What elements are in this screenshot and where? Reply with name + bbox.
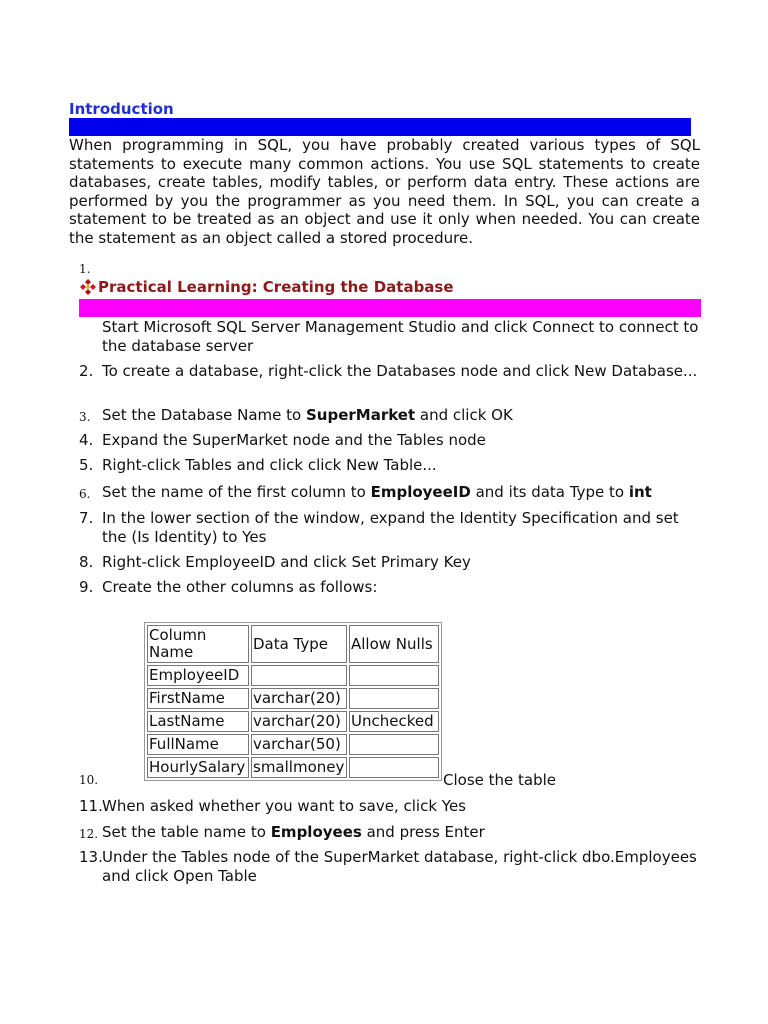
table-cell: varchar(50) [251, 734, 347, 755]
table-cell: varchar(20) [251, 711, 347, 732]
step-number: 3. [79, 410, 91, 424]
table-cell: FirstName [147, 688, 249, 709]
step-number: 8. [79, 553, 94, 571]
table-row [147, 665, 439, 686]
intro-heading: Introduction [69, 100, 174, 118]
step-text: Set the table name to Employees and press Enter [102, 823, 485, 841]
table-name: Employees [270, 823, 362, 841]
step-10-text: Close the table [443, 771, 557, 789]
step-number: 13. [79, 848, 103, 866]
columns-table [144, 622, 442, 781]
step-text: Set the Database Name to SuperMarket and click OK [102, 406, 513, 424]
step-text: To create a database, right-click the Databases node and click New Database... [102, 362, 698, 380]
table-cell [349, 665, 439, 686]
table-cell: HourlySalary [147, 757, 249, 778]
table-header-cell: Column Name [147, 625, 249, 663]
table-cell: varchar(20) [251, 688, 347, 709]
table-cell [349, 757, 439, 778]
column-name: EmployeeID [370, 483, 471, 501]
step-number: 11. [79, 797, 103, 815]
step-number: 5. [79, 456, 94, 474]
table-cell: LastName [147, 711, 249, 732]
step-number: 6. [79, 487, 91, 501]
step-number-1: 1. [79, 262, 91, 276]
step-number: 2. [79, 362, 94, 380]
step-number: 9. [79, 578, 94, 596]
practical-learning-heading [79, 278, 454, 296]
step-text: Create the other columns as follows: [102, 578, 378, 596]
step-text: Under the Tables node of the SuperMarket database, right-click dbo.Employees and click Open Table [102, 848, 697, 885]
table-header-row [147, 625, 439, 663]
practical-learning-bar [79, 299, 701, 317]
table-header-cell: Data Type [251, 625, 347, 663]
table-row [147, 711, 439, 732]
table-cell: smallmoney [251, 757, 347, 778]
practical-learning-title: Practical Learning: Creating the Database [98, 278, 454, 296]
database-name: SuperMarket [305, 406, 416, 424]
table-row [147, 757, 439, 778]
step-number: 7. [79, 509, 94, 527]
step-number: 4. [79, 431, 94, 449]
table-cell [251, 665, 347, 686]
step-number: 12. [79, 827, 99, 841]
table-cell: Unchecked [349, 711, 439, 732]
table-row [147, 688, 439, 709]
step-text: In the lower section of the window, expand the Identity Specification and set the (Is Identity) to Yes [102, 509, 679, 546]
diamond-cluster-icon [79, 278, 97, 296]
step-text: Right-click Tables and click click New Table... [102, 456, 437, 474]
intro-bar [69, 118, 691, 136]
step-text: Start Microsoft SQL Server Management Studio and click Connect to connect to the database server [102, 318, 699, 355]
step-text: Expand the SuperMarket node and the Tables node [102, 431, 486, 449]
data-type: int [628, 483, 652, 501]
table-cell [349, 734, 439, 755]
step-text: When asked whether you want to save, click Yes [102, 797, 466, 815]
table-cell [349, 688, 439, 709]
table-cell: EmployeeID [147, 665, 249, 686]
intro-paragraph: When programming in SQL, you have probably created various types of SQL statements to execute many common actions. You use SQL statements to create databases, create tables, modify tables, or perform data entry. These actions are performed by you the programmer as you need them. In SQL, you can create a statement to be treated as an object and use it only when needed. You can create the statement as an object called a stored procedure. [69, 136, 700, 247]
step-number-10: 10. [79, 773, 99, 787]
table-header-cell: Allow Nulls [349, 625, 439, 663]
step-text: Set the name of the first column to EmployeeID and its data Type to int [102, 483, 652, 501]
table-row [147, 734, 439, 755]
table-cell: FullName [147, 734, 249, 755]
step-text: Right-click EmployeeID and click Set Primary Key [102, 553, 471, 571]
